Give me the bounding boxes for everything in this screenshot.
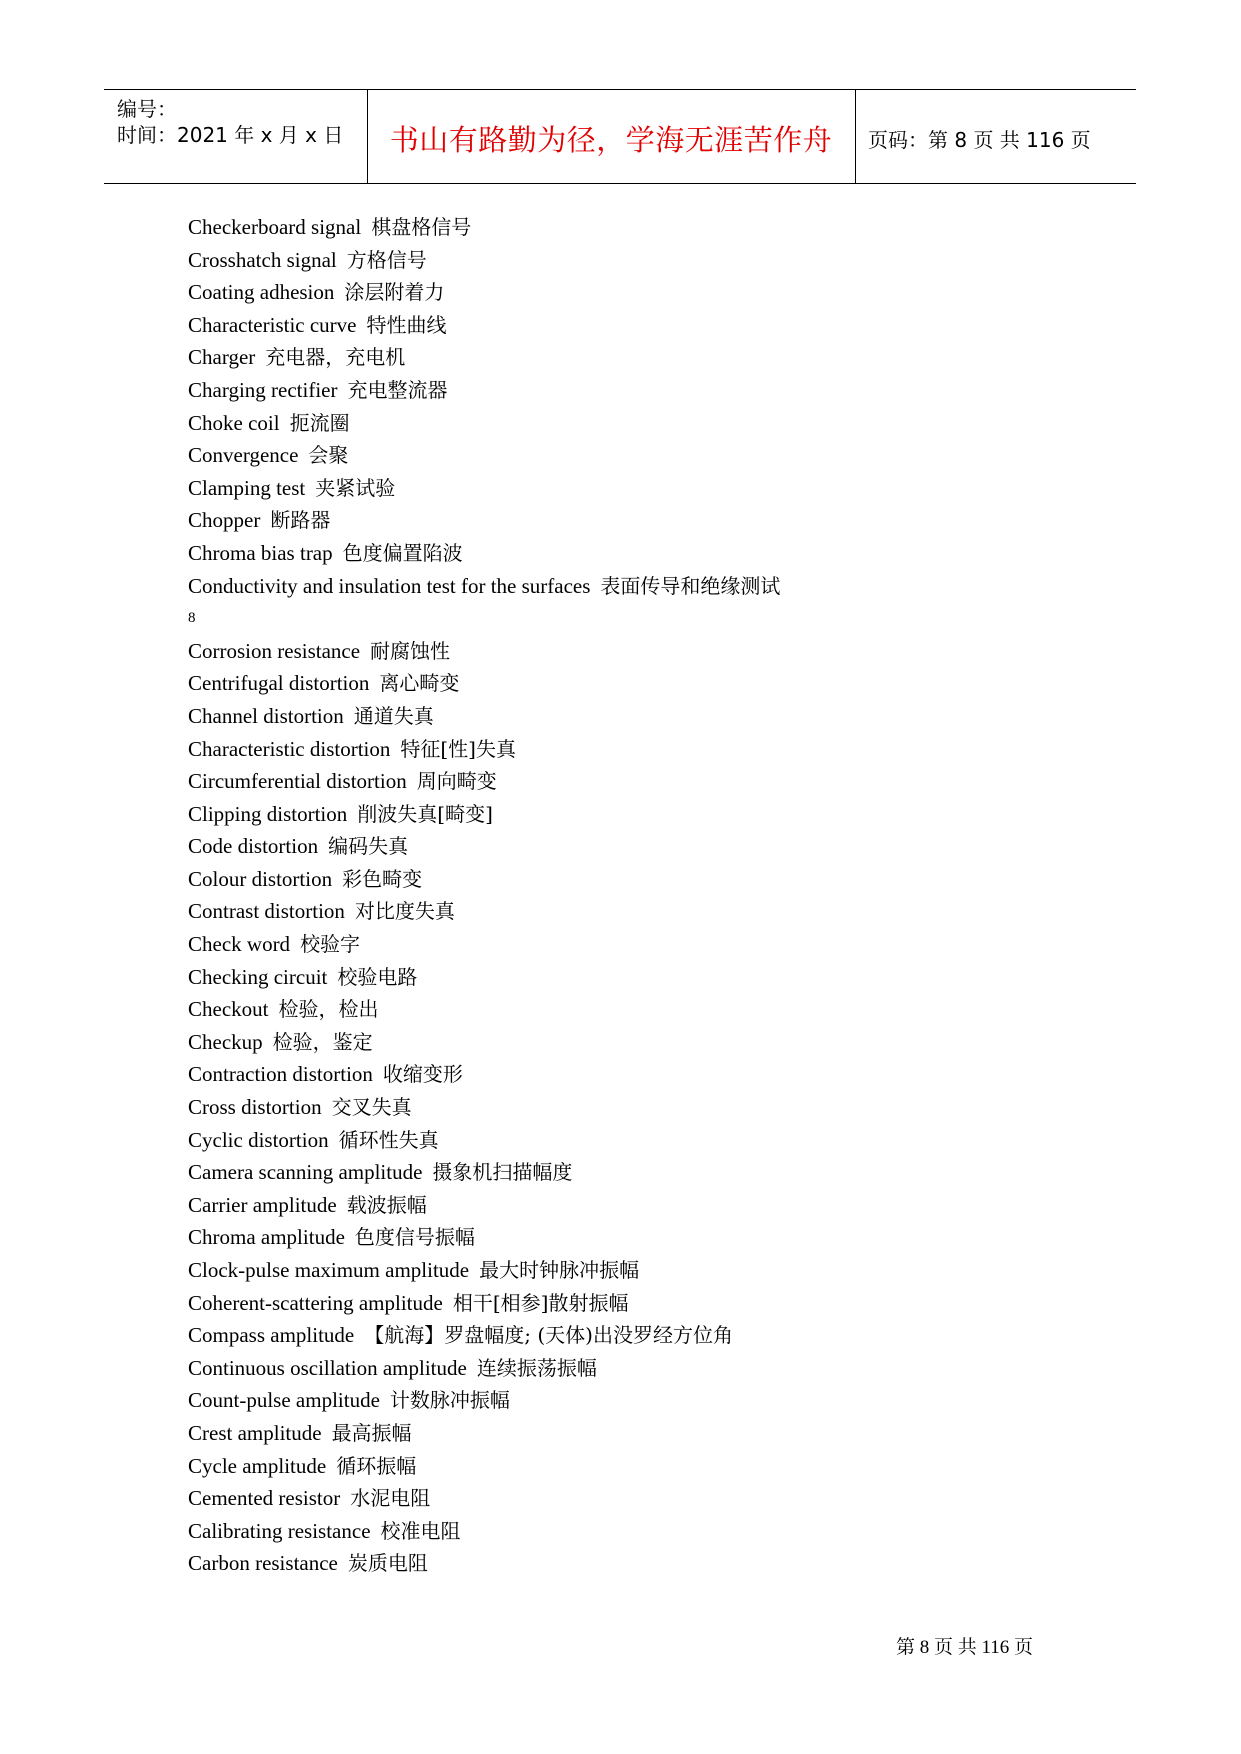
entry-english-term: Conductivity and insulation test for the surfaces (188, 573, 591, 598)
glossary-entry (188, 407, 1088, 440)
entry-english-term: Coherent-scattering amplitude (188, 1290, 443, 1315)
glossary-entry (188, 798, 1088, 831)
time-label: 时间：2021 年 x 月 x 日 (117, 123, 344, 147)
entry-chinese-term: 【航海】罗盘幅度; (天体)出没罗经方位角 (364, 1323, 733, 1348)
entry-chinese-term: 检验，鉴定 (272, 1029, 373, 1054)
glossary-entry (188, 1091, 1088, 1124)
entry-english-term: Code distortion (188, 834, 319, 859)
entry-chinese-term: 校验字 (300, 932, 361, 957)
entry-english-term: Circumferential distortion (188, 769, 407, 794)
entry-english-term: Crosshatch signal (188, 247, 337, 272)
entry-chinese-term: 削波失真[畸变] (357, 801, 493, 826)
entry-english-term: Charger (188, 345, 256, 370)
glossary-entry (188, 1189, 1088, 1222)
entry-english-term: Convergence (188, 443, 299, 468)
entry-english-term: Chopper (188, 508, 261, 533)
entry-english-term: Clamping test (188, 475, 306, 500)
entry-english-term: Channel distortion (188, 703, 344, 728)
entry-chinese-term: 通道失真 (353, 703, 434, 728)
glossary-entry (188, 1319, 1088, 1352)
entry-chinese-term: 离心畸变 (379, 671, 460, 696)
glossary-entry (188, 961, 1088, 994)
entry-english-term: Chroma bias trap (188, 540, 333, 565)
entry-english-term: Check word (188, 932, 291, 957)
entry-chinese-term: 循环性失真 (338, 1127, 439, 1152)
glossary-entry (188, 537, 1088, 570)
glossary-entry (188, 211, 1088, 244)
entry-english-term: Corrosion resistance (188, 638, 361, 663)
entry-english-term: Cemented resistor (188, 1486, 341, 1511)
glossary-entry (188, 1254, 1088, 1287)
entry-chinese-term: 交叉失真 (331, 1095, 412, 1120)
glossary-entry (188, 1124, 1088, 1157)
glossary-entry (188, 700, 1088, 733)
glossary-entry (188, 863, 1088, 896)
entry-chinese-term: 夹紧试验 (315, 475, 396, 500)
entry-english-term: Centrifugal distortion (188, 671, 370, 696)
entry-english-term: Cycle amplitude (188, 1453, 327, 1478)
glossary-entry (188, 1450, 1088, 1483)
entry-chinese-term: 棋盘格信号 (371, 215, 472, 239)
glossary-entry (188, 1547, 1088, 1580)
entry-chinese-term: 耐腐蚀性 (370, 638, 451, 663)
entry-chinese-term: 特征[性]失真 (400, 736, 516, 761)
entry-chinese-term: 水泥电阻 (350, 1486, 431, 1511)
entry-chinese-term: 断路器 (270, 508, 331, 533)
glossary-entry (188, 309, 1088, 342)
entry-english-term: Chroma amplitude (188, 1225, 345, 1250)
glossary-entry (188, 1221, 1088, 1254)
entry-english-term: 8 (188, 610, 196, 627)
glossary-entry (188, 635, 1088, 668)
motto-title: 书山有路勤为径，学海无涯苦作舟 (389, 123, 833, 157)
glossary-entry (188, 504, 1088, 537)
entry-chinese-term: 检验，检出 (278, 997, 379, 1022)
entry-english-term: Colour distortion (188, 866, 333, 891)
glossary-entry (188, 1287, 1088, 1320)
entry-chinese-term: 色度信号振幅 (354, 1225, 475, 1250)
page-header (104, 89, 1136, 184)
entry-chinese-term: 会聚 (308, 443, 349, 468)
entry-english-term: Checkerboard signal (188, 215, 362, 239)
glossary-entry (188, 1515, 1088, 1548)
entry-chinese-term: 相干[相参]散射振幅 (452, 1290, 629, 1315)
glossary-entry (188, 1352, 1088, 1385)
page-footer: 第 8 页 共 116 页 (896, 1637, 1034, 1658)
glossary-entry (188, 1058, 1088, 1091)
header-left-cell (104, 90, 368, 183)
entry-chinese-term: 特性曲线 (366, 312, 447, 337)
entry-chinese-term: 计数脉冲振幅 (389, 1388, 510, 1413)
glossary-entry (188, 472, 1088, 505)
entry-english-term: Camera scanning amplitude (188, 1160, 423, 1185)
entry-english-term: Cross distortion (188, 1095, 322, 1120)
glossary-entry (188, 244, 1088, 277)
glossary-entry (188, 1156, 1088, 1189)
glossary-entry (188, 570, 1088, 603)
glossary-list (188, 211, 1088, 1580)
glossary-entry (188, 895, 1088, 928)
entry-english-term: Checkup (188, 1029, 263, 1054)
glossary-entry (188, 765, 1088, 798)
entry-chinese-term: 最高振幅 (331, 1420, 412, 1445)
entry-english-term: Checkout (188, 997, 269, 1022)
entry-chinese-term: 扼流圈 (289, 410, 350, 435)
entry-chinese-term: 涂层附着力 (344, 280, 445, 305)
entry-english-term: Compass amplitude (188, 1323, 355, 1348)
entry-chinese-term: 充电器，充电机 (265, 345, 406, 370)
entry-english-term: Charging rectifier (188, 377, 338, 402)
entry-chinese-term: 色度偏置陷波 (342, 540, 463, 565)
entry-chinese-term: 编码失真 (328, 834, 409, 859)
entry-english-term: Coating adhesion (188, 280, 335, 305)
entry-english-term: Choke coil (188, 410, 280, 435)
glossary-entry (188, 667, 1088, 700)
glossary-entry (188, 374, 1088, 407)
entry-chinese-term: 校验电路 (337, 964, 418, 989)
entry-english-term: Characteristic curve (188, 312, 357, 337)
entry-chinese-term: 彩色畸变 (342, 866, 423, 891)
entry-chinese-term: 炭质电阻 (347, 1551, 428, 1576)
entry-english-term: Calibrating resistance (188, 1518, 371, 1543)
entry-chinese-term: 充电整流器 (347, 377, 448, 402)
glossary-entry (188, 993, 1088, 1026)
glossary-entry (188, 341, 1088, 374)
glossary-entry (188, 928, 1088, 961)
entry-chinese-term: 连续振荡振幅 (476, 1355, 597, 1380)
glossary-entry (188, 830, 1088, 863)
glossary-entry (188, 1026, 1088, 1059)
entry-english-term: Cyclic distortion (188, 1127, 329, 1152)
entry-english-term: Crest amplitude (188, 1420, 322, 1445)
entry-chinese-term: 表面传导和绝缘测试 (600, 573, 781, 598)
entry-chinese-term: 摄象机扫描幅度 (432, 1160, 573, 1185)
entry-chinese-term: 最大时钟脉冲振幅 (479, 1258, 640, 1282)
entry-chinese-term: 载波振幅 (346, 1192, 427, 1217)
entry-english-term: Characteristic distortion (188, 736, 391, 761)
entry-english-term: Contrast distortion (188, 899, 345, 924)
page-info: 页码：第 8 页 共 116 页 (868, 128, 1091, 152)
entry-english-term: Continuous oscillation amplitude (188, 1355, 467, 1380)
entry-english-term: Carrier amplitude (188, 1192, 337, 1217)
glossary-entry (188, 439, 1088, 472)
glossary-entry (188, 733, 1088, 766)
entry-english-term: Carbon resistance (188, 1551, 338, 1576)
glossary-entry (188, 276, 1088, 309)
glossary-entry (188, 1417, 1088, 1450)
entry-chinese-term: 循环振幅 (336, 1453, 417, 1478)
entry-chinese-term: 方格信号 (346, 247, 427, 272)
header-right-cell (855, 90, 1136, 183)
entry-english-term: Clipping distortion (188, 801, 348, 826)
entry-english-term: Clock-pulse maximum amplitude (188, 1258, 470, 1282)
entry-chinese-term: 收缩变形 (382, 1062, 463, 1087)
entry-chinese-term: 周向畸变 (416, 769, 497, 794)
entry-chinese-term: 校准电阻 (380, 1518, 461, 1543)
glossary-entry (188, 602, 1088, 635)
entry-english-term: Contraction distortion (188, 1062, 373, 1087)
entry-english-term: Checking circuit (188, 964, 328, 989)
header-mid-cell (367, 90, 856, 183)
entry-chinese-term: 对比度失真 (354, 899, 455, 924)
glossary-entry (188, 1384, 1088, 1417)
entry-english-term: Count-pulse amplitude (188, 1388, 380, 1413)
number-label: 编号： (117, 97, 177, 121)
glossary-entry (188, 1482, 1088, 1515)
